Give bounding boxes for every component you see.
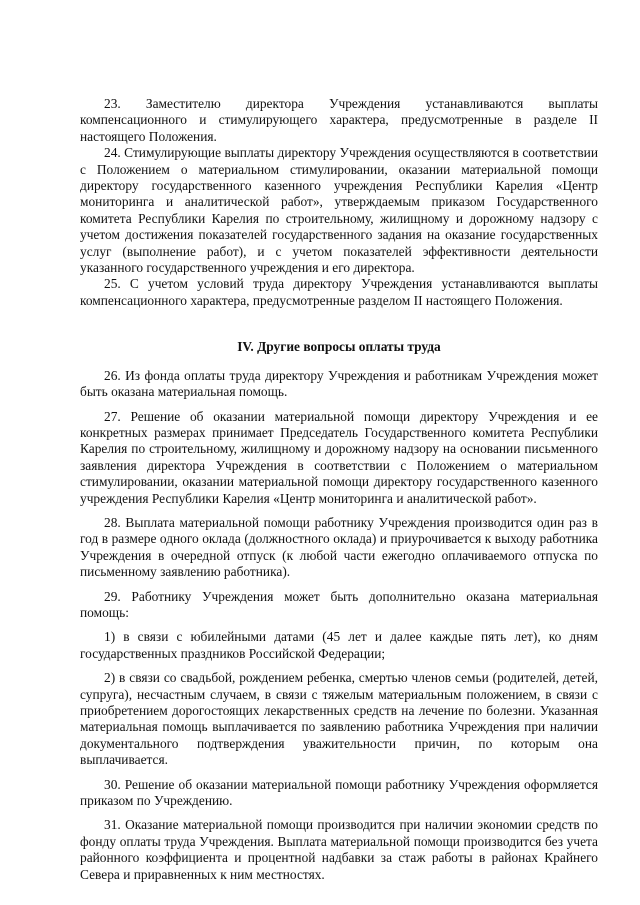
paragraph-31: 31. Оказание материальной помощи производится при наличии экономии средств по фонду оплаты труда Учреждения. Выплата материальной помощи производится без учета районного коэффициента и процентной надбавки за стаж работы в районах Крайнего Севера и приравненных к ним местностях. [80,817,598,882]
paragraph-27: 27. Решение об оказании материальной помощи директору Учреждения и ее конкретных размерах принимает Председатель Государственного комитета Республики Карелия по строительному, жилищному и дорожному надзору на основании письменного заявления директора Учреждения в соответствии с Положением о материальном стимулировании, оказании материальной помощи директору государственного казенного учреждения Республики Карелия «Центр мониторинга и аналитической работ». [80,408,598,506]
paragraph-24: 24. Стимулирующие выплаты директору Учреждения осуществляются в соответствии с Положением о материальном стимулировании, оказании материальной помощи директору государственного казенного учреждения Республики Карелия «Центр мониторинга и аналитической работ», утверждаемым приказом Государственного комитета Республики Карелия по строительному, жилищному и дорожному надзору с учетом достижения показателей государственного задания на оказание государственных услуг (выполнение работ), и с учетом показателей эффективности деятельности указанного государственного учреждения и его директора. [80,145,598,276]
document-page [80,96,598,883]
section-heading: IV. Другие вопросы оплаты труда [237,339,441,355]
paragraph-29: 29. Работнику Учреждения может быть дополнительно оказана материальная помощь: [80,588,598,620]
paragraph-25: 25. С учетом условий труда директору Учреждения устанавливаются выплаты компенсационного характера, предусмотренные разделом II настоящего Положения. [80,276,598,308]
paragraph-30: 30. Решение об оказании материальной помощи работнику Учреждения оформляется приказом по Учреждению. [80,776,598,809]
paragraph-29-item-1: 1) в связи с юбилейными датами (45 лет и далее каждые пять лет), ко дням государственных праздников Российской Федерации; [80,629,598,661]
paragraph-29-item-2: 2) в связи со свадьбой, рождением ребенка, смертью членов семьи (родителей, детей, супруга), несчастным случаем, в связи с тяжелым материальным положением, в связи с приобретением дорогостоящих лекарственных средств на лечение по болезни. Указанная материальная помощь выплачивается по заявлению работника Учреждения при наличии документального подтверждения уважительности причин, по которым она выплачивается. [80,670,598,768]
paragraph-28: 28. Выплата материальной помощи работнику Учреждения производится один раз в год в размере одного оклада (должностного оклада) и приурочивается к выходу работника Учреждения в очередной отпуск (к любой части ежегодно оплачиваемого отпуска по письменному заявлению работника). [80,514,598,580]
paragraph-26: 26. Из фонда оплаты труда директору Учреждения и работникам Учреждения может быть оказана материальная помощь. [80,367,598,400]
paragraph-23: 23. Заместителю директора Учреждения устанавливаются выплаты компенсационного и стимулирующего характера, предусмотренные в разделе II настоящего Положения. [80,96,598,144]
